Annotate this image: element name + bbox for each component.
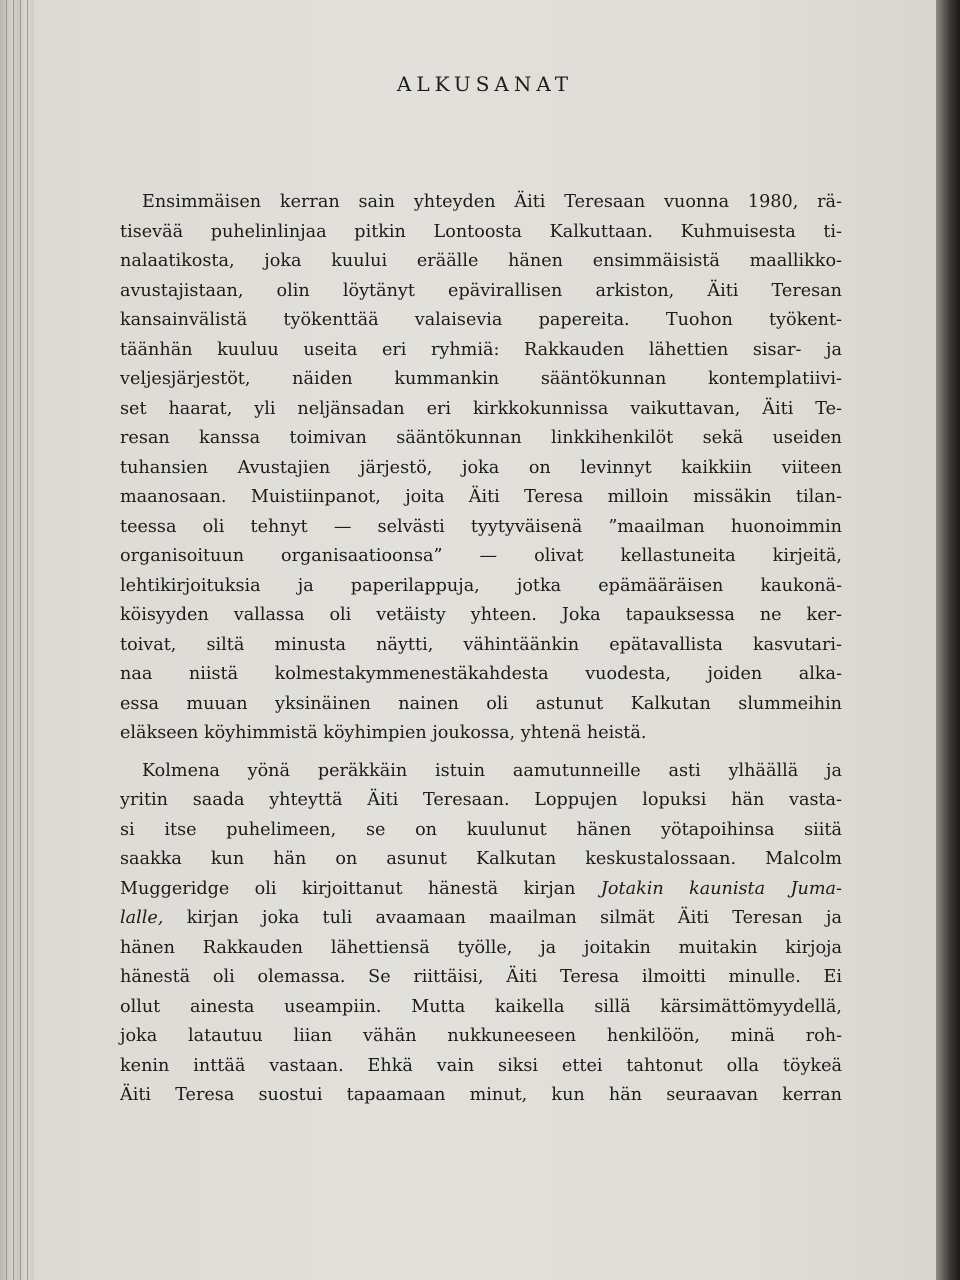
- text-line: resan kanssa toimivan sääntökunnan linkkihenkilöt sekä useiden: [120, 428, 842, 448]
- text-line: hänestä oli olemassa. Se riittäisi, Äiti Teresa ilmoitti minulle. Ei: [120, 967, 842, 987]
- paragraph-2: [120, 757, 842, 1111]
- text-line: maanosaan. Muistiinpanot, joita Äiti Teresa milloin missäkin tilan-: [120, 487, 842, 507]
- page-edge-line: [6, 0, 7, 1280]
- text-line: köisyyden vallassa oli vetäisty yhteen. Joka tapauksessa ne ker-: [120, 605, 842, 625]
- text-line: set haarat, yli neljänsadan eri kirkkokunnissa vaikuttavan, Äiti Te-: [120, 398, 842, 419]
- paragraph-gap: [120, 749, 842, 757]
- text-line: Ensimmäisen kerran sain yhteyden Äiti Teresaan vuonna 1980, rä-: [142, 192, 842, 212]
- text-line: [120, 875, 842, 905]
- text-line: veljesjärjestöt, näiden kummankin sääntökunnan kontemplatiivi-: [120, 369, 842, 389]
- book-title: lalle,: [120, 908, 164, 928]
- text-line: Kolmena yönä peräkkäin istuin aamutunneille asti ylhäällä ja: [142, 760, 842, 781]
- text-line: tuhansien Avustajien järjestö, joka on levinnyt kaikkiin viiteen: [120, 457, 842, 478]
- text-line: joka latautuu liian vähän nukkuneeseen henkilöön, minä roh-: [120, 1026, 842, 1046]
- text-line: yritin saada yhteyttä Äiti Teresaan. Loppujen lopuksi hän vasta-: [120, 790, 842, 810]
- text-line: toivat, siltä minusta näytti, vähintäänkin epätavallista kasvutari-: [120, 634, 842, 655]
- chapter-heading: ALKUSANAT: [396, 72, 574, 96]
- text-fragment: kirjan joka tuli avaamaan maailman silmät Äiti Teresan ja: [163, 908, 842, 928]
- page-edge-line: [20, 0, 21, 1280]
- page-gutter-shadow: [936, 0, 960, 1280]
- page-stack-edges: [0, 0, 34, 1280]
- text-line: lehtikirjoituksia ja paperilappuja, jotka epämääräisen kaukonä-: [120, 575, 842, 596]
- text-line: avustajistaan, olin löytänyt epävirallisen arkiston, Äiti Teresan: [120, 280, 842, 301]
- text-line: kansainvälistä työkenttää valaisevia papereita. Tuohon työkent-: [120, 310, 842, 330]
- text-line: hänen Rakkauden lähettiensä työlle, ja joitakin muitakin kirjoja: [120, 937, 842, 958]
- paragraph-1: [120, 188, 842, 749]
- text-line: täänhän kuuluu useita eri ryhmiä: Rakkauden lähettien sisar- ja: [120, 339, 842, 360]
- page-edge-line: [27, 0, 28, 1280]
- text-line: saakka kun hän on asunut Kalkutan keskustalossaan. Malcolm: [120, 849, 842, 869]
- body-text: [120, 188, 842, 1111]
- book-title: Jotakin kaunista Juma-: [600, 878, 842, 899]
- text-line: organisoituun organisaatioonsa” — olivat kellastuneita kirjeitä,: [120, 546, 842, 566]
- text-line: tisevää puhelinlinjaa pitkin Lontoosta Kalkuttaan. Kuhmuisesta ti-: [120, 221, 842, 242]
- text-line: kenin inttää vastaan. Ehkä vain siksi ettei tahtonut olla töykeä: [120, 1055, 842, 1076]
- text-line: Äiti Teresa suostui tapaamaan minut, kun hän seuraavan kerran: [120, 1085, 842, 1105]
- text-line: eläkseen köyhimmistä köyhimpien joukossa, yhtenä heistä.: [120, 723, 647, 743]
- book-page: [34, 0, 936, 1280]
- text-line: naa niistä kolmestakymmenestäkahdesta vuodesta, joiden alka-: [120, 664, 842, 684]
- text-fragment: Muggeridge oli kirjoittanut hänestä kirjan: [120, 878, 601, 899]
- text-line: teessa oli tehnyt — selvästi tyytyväisenä ”maailman huonoimmin: [120, 516, 842, 537]
- text-line: essa muuan yksinäinen nainen oli astunut Kalkutan slummeihin: [120, 693, 842, 714]
- text-line: nalaatikosta, joka kuului eräälle hänen ensimmäisistä maallikko-: [120, 251, 842, 271]
- text-line: [120, 904, 842, 934]
- text-line: ollut ainesta useampiin. Mutta kaikella sillä kärsimättömyydellä,: [120, 996, 842, 1017]
- page-edge-line: [13, 0, 14, 1280]
- text-line: si itse puhelimeen, se on kuulunut hänen yötapoihinsa siitä: [120, 819, 842, 840]
